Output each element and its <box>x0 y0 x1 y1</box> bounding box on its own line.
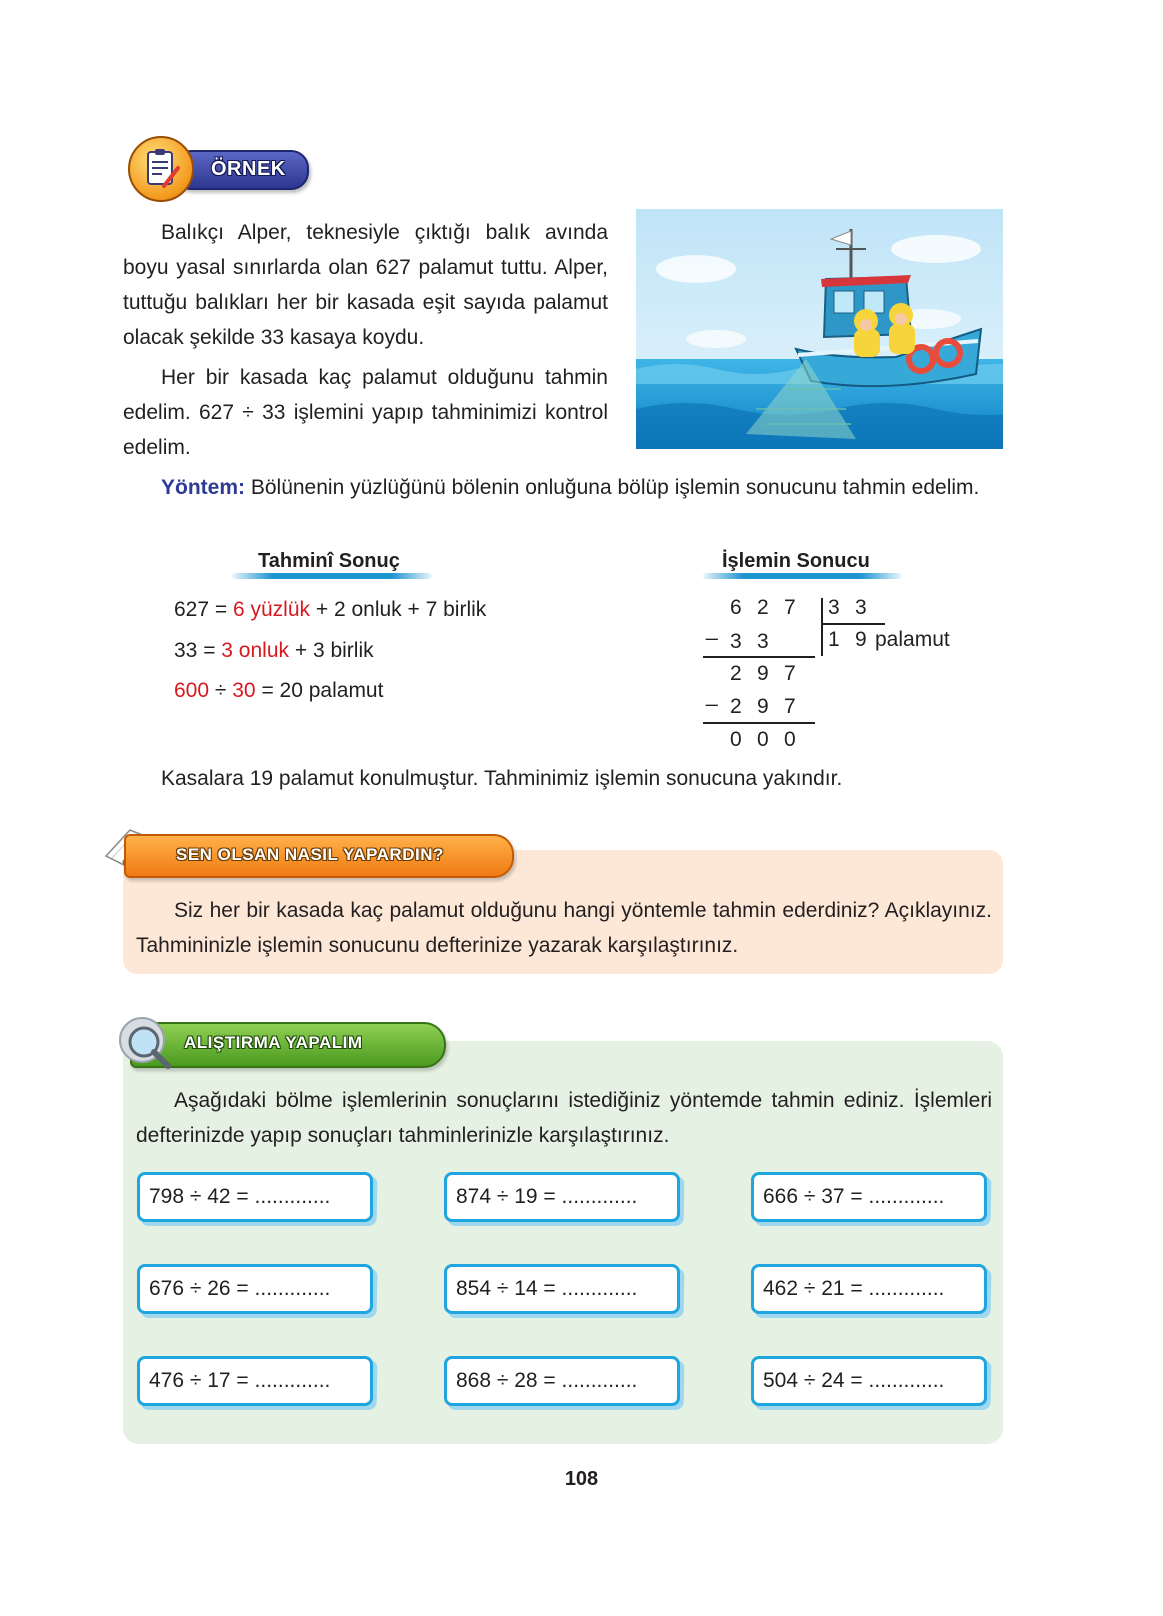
exercise-card <box>444 1356 680 1406</box>
exercise-card <box>137 1264 373 1314</box>
method-paragraph <box>123 470 1003 505</box>
minus-sign: _ <box>706 618 718 641</box>
exercise-text: 676 ÷ 26 = ............. <box>149 1277 331 1300</box>
subtrahend-digit: 3 <box>730 630 742 653</box>
conclusion-text: Kasalara 19 palamut konulmuştur. Tahminimiz işlemin sonucuna yakındır. <box>161 767 843 790</box>
example-badge <box>128 136 308 200</box>
alistirma-title: ALIŞTIRMA YAPALIM <box>184 1033 363 1052</box>
subtraction-line <box>703 722 815 724</box>
remainder-digit: 2 <box>730 662 742 685</box>
exercise-text: 462 ÷ 21 = ............. <box>763 1277 945 1300</box>
estimate-line-2-highlight: 3 onluk <box>221 639 290 662</box>
clipboard-pencil-icon <box>128 136 194 202</box>
estimate-line-1-suffix: + 2 onluk + 7 birlik <box>310 598 487 621</box>
sen-olsan-text: Siz her bir kasada kaç palamut olduğunu hangi yöntemle tahmin ederdiniz? Açıklayınız. Tahmininizle işlemin sonucunu defterinize yazarak karşılaştırınız. <box>136 899 992 957</box>
exercise-card <box>137 1356 373 1406</box>
exercise-card <box>444 1172 680 1222</box>
exercise-text: 504 ÷ 24 = ............. <box>763 1369 945 1392</box>
remainder-digit: 0 <box>784 728 796 751</box>
method-text: Bölünenin yüzlüğünü bölenin onluğuna bölüp işlemin sonucunu tahmin edelim. <box>250 476 980 499</box>
exercise-text: 798 ÷ 42 = ............. <box>149 1185 331 1208</box>
remainder-digit: 7 <box>784 662 796 685</box>
example-badge-label: ÖRNEK <box>211 158 286 180</box>
fishermen-boat-illustration <box>636 209 1003 449</box>
subtraction-line <box>703 656 815 658</box>
division-heading: İşlemin Sonucu <box>722 550 870 572</box>
problem-paragraph-2: Her bir kasada kaç palamut olduğunu tahmin edelim. 627 ÷ 33 işlemini yapıp tahminimizi kontrol edelim. <box>123 366 608 459</box>
exercise-text: 874 ÷ 19 = ............. <box>456 1185 638 1208</box>
magnifier-icon <box>116 1014 176 1074</box>
remainder-digit: 0 <box>730 728 742 751</box>
estimate-line-2 <box>174 639 374 663</box>
division-bracket-horizontal <box>823 623 885 625</box>
minus-sign: _ <box>706 684 718 707</box>
estimate-line-3-operator: ÷ <box>209 679 233 702</box>
estimate-line-2-suffix: + 3 birlik <box>289 639 374 662</box>
sen-olsan-title: SEN OLSAN NASIL YAPARDIN? <box>176 845 444 864</box>
divisor-digit: 3 <box>828 596 840 619</box>
exercise-card <box>137 1172 373 1222</box>
exercise-text: 666 ÷ 37 = ............. <box>763 1185 945 1208</box>
exercise-text: 868 ÷ 28 = ............. <box>456 1369 638 1392</box>
sen-olsan-tab <box>124 834 514 878</box>
dividend-digit: 6 <box>730 596 742 619</box>
estimate-heading: Tahminî Sonuç <box>258 550 400 572</box>
subtrahend-digit: 9 <box>757 695 769 718</box>
exercise-card <box>751 1356 987 1406</box>
remainder-digit: 0 <box>757 728 769 751</box>
quotient-digit: 9 <box>855 628 867 651</box>
division-bracket-vertical <box>821 598 823 656</box>
divisor-digit: 3 <box>855 596 867 619</box>
division-heading-underline <box>703 573 901 579</box>
estimate-line-3-divisor: 30 <box>232 679 256 702</box>
subtrahend-digit: 2 <box>730 695 742 718</box>
estimate-heading-underline <box>232 573 432 579</box>
estimate-line-1-highlight: 6 yüzlük <box>232 598 311 621</box>
problem-paragraph-1: Balıkçı Alper, teknesiyle çıktığı balık avında boyu yasal sınırlarda olan 627 palamut tuttu. Alper, tuttuğu balıkları her bir kasada eşit sayıda palamut olacak şekilde 33 kasaya koydu. <box>123 221 608 349</box>
estimate-line-3-result: = 20 palamut <box>255 679 384 702</box>
alistirma-tab <box>130 1022 446 1068</box>
estimate-line-1-prefix: 627 = <box>174 598 233 621</box>
exercise-card <box>751 1172 987 1222</box>
exercise-text: 854 ÷ 14 = ............. <box>456 1277 638 1300</box>
subtrahend-digit: 7 <box>784 695 796 718</box>
quotient-unit: palamut <box>875 628 950 651</box>
method-label: Yöntem: <box>161 476 245 499</box>
estimate-line-2-prefix: 33 = <box>174 639 222 662</box>
remainder-digit: 9 <box>757 662 769 685</box>
exercise-card <box>444 1264 680 1314</box>
page-number: 108 <box>564 1468 599 1490</box>
exercise-text: 476 ÷ 17 = ............. <box>149 1369 331 1392</box>
dividend-digit: 2 <box>757 596 769 619</box>
subtrahend-digit: 3 <box>757 630 769 653</box>
estimate-line-3-dividend: 600 <box>174 679 210 702</box>
estimate-line-1 <box>174 598 486 622</box>
alistirma-text: Aşağıdaki bölme işlemlerinin sonuçlarını istediğiniz yöntemde tahmin ediniz. İşlemleri defterinizde yapıp sonuçları tahminlerinizle karşılaştırınız. <box>136 1089 992 1147</box>
estimate-line-3 <box>174 679 383 703</box>
quotient-digit: 1 <box>828 628 840 651</box>
dividend-digit: 7 <box>784 596 796 619</box>
exercise-card <box>751 1264 987 1314</box>
